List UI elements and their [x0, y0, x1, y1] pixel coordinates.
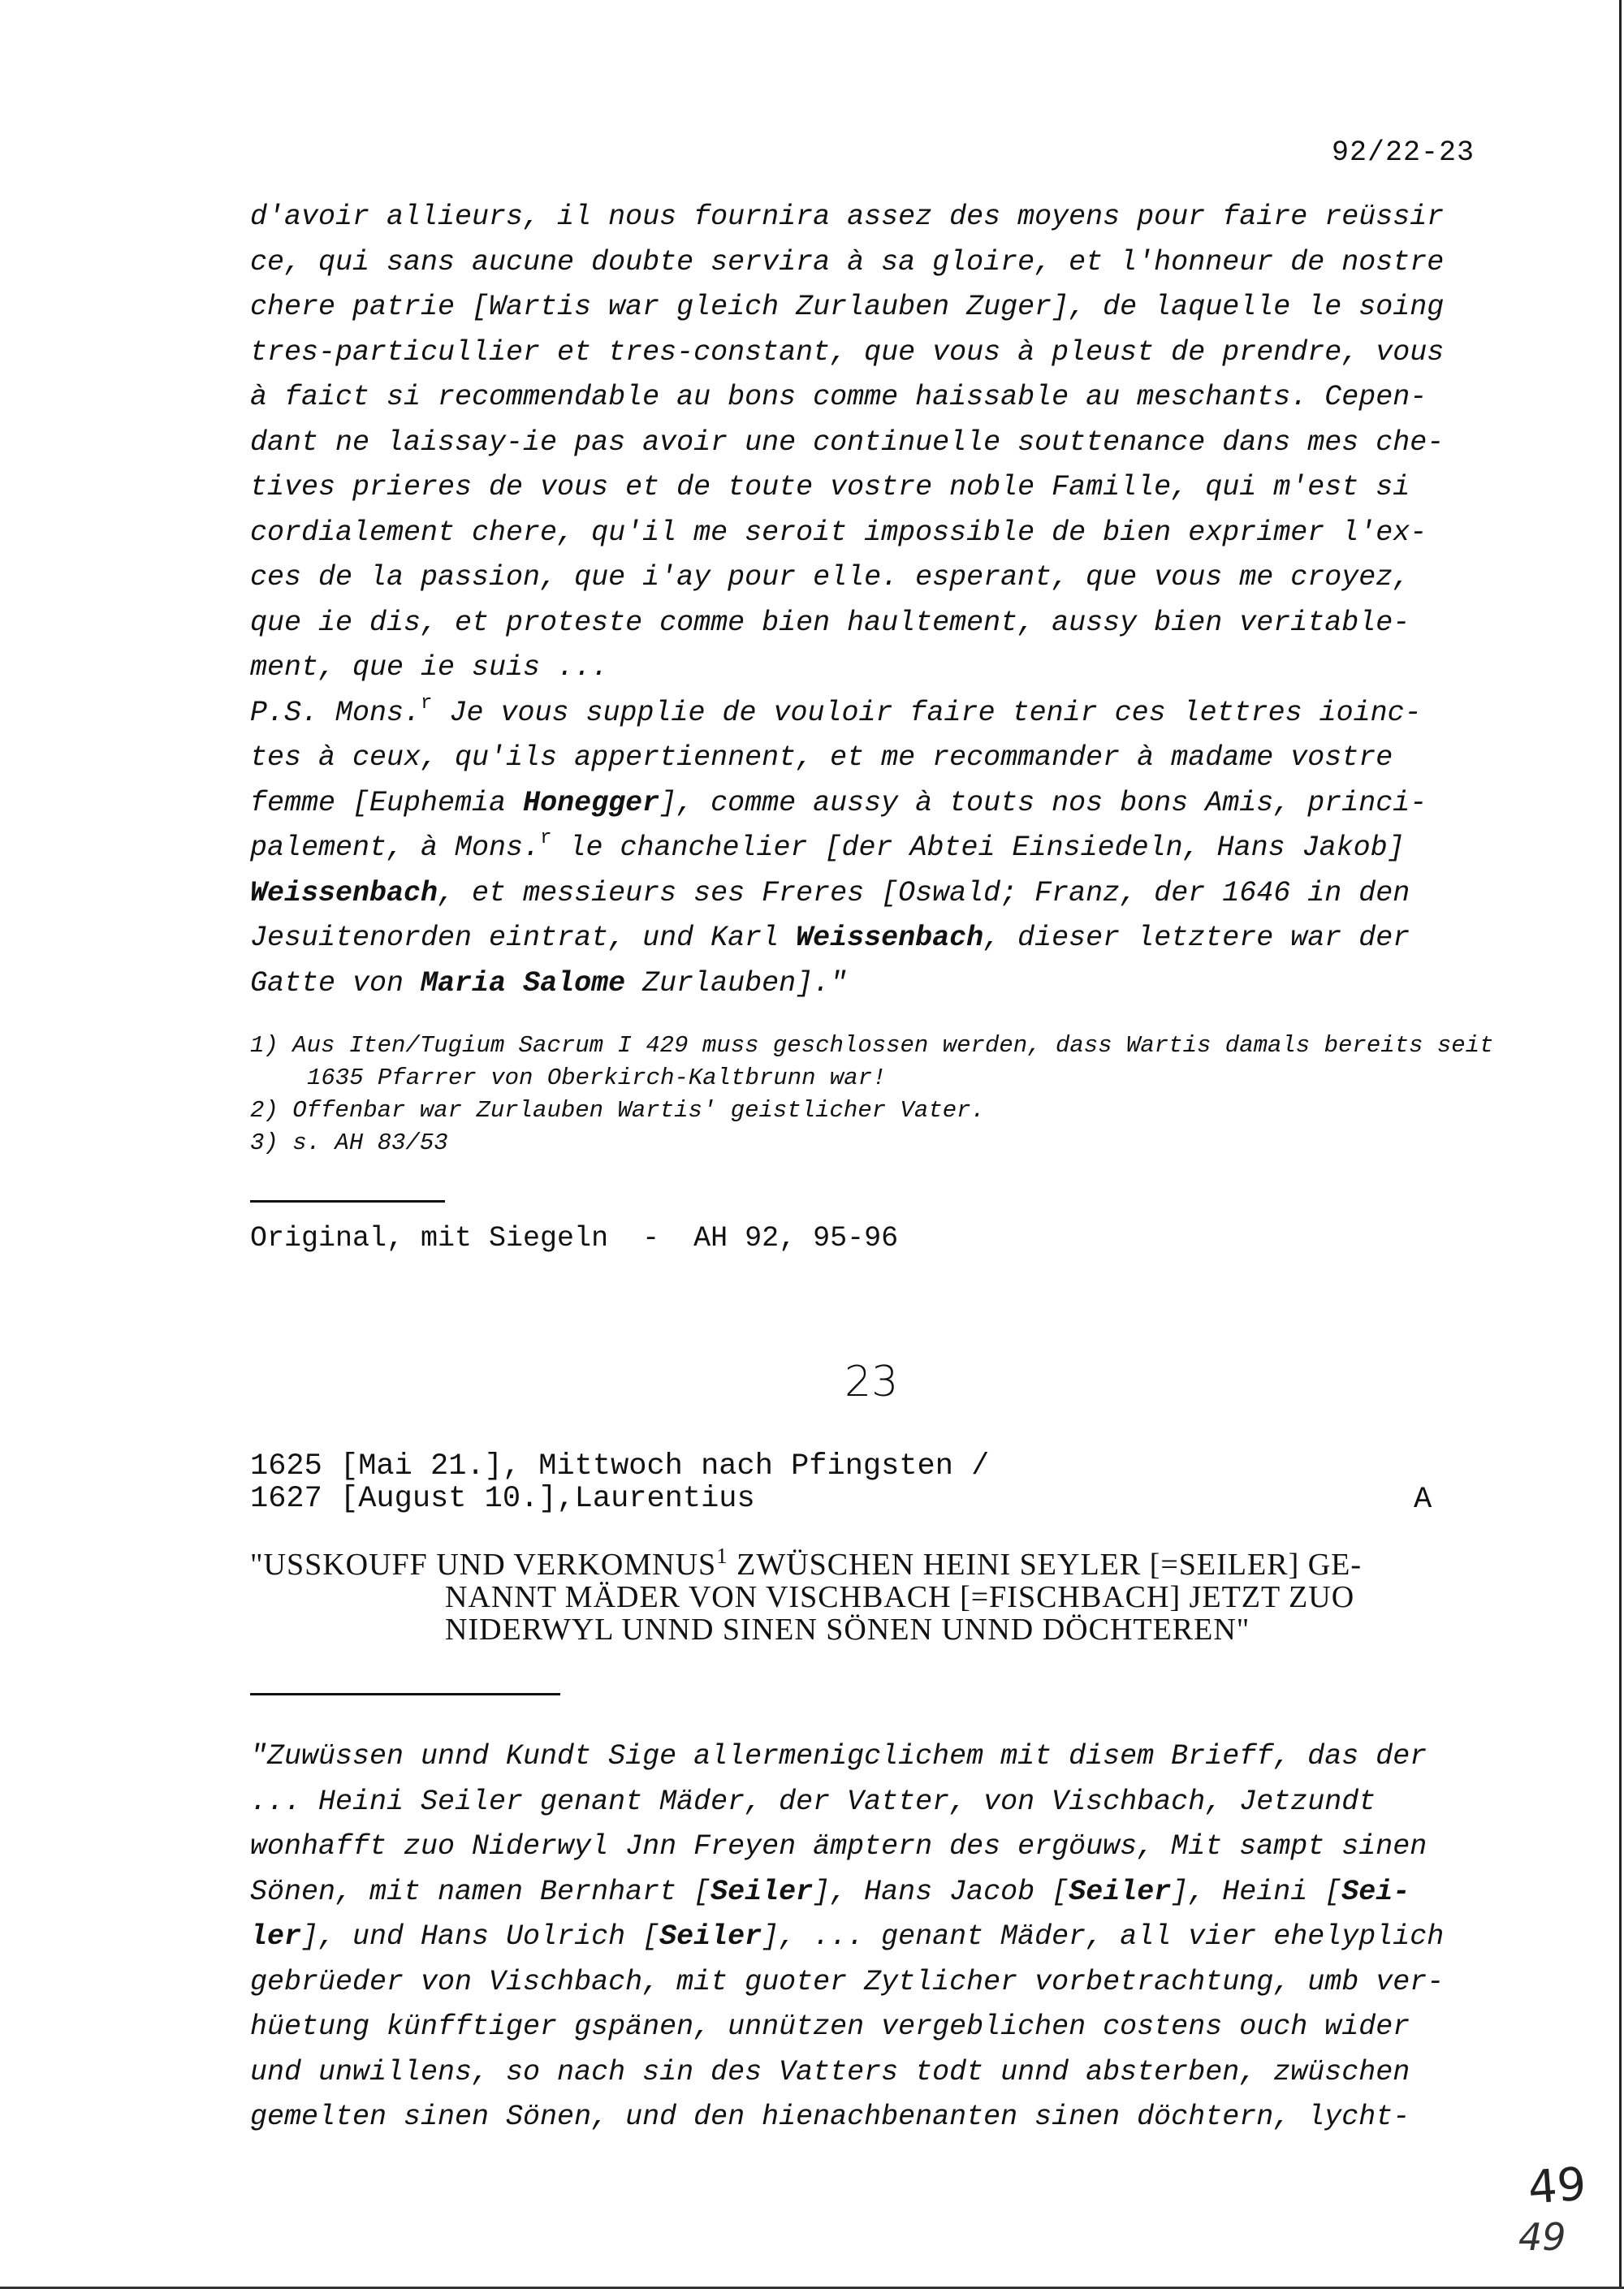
title-line: NIDERWYL UNND SINEN SÖNEN UNND DÖCHTEREN": [445, 1613, 1250, 1647]
postscript-line: Jesuitenorden eintrat, und Karl Weissenbach, dieser letztere war der: [250, 922, 1410, 954]
page-reference: 92/22-23: [1332, 136, 1475, 169]
document-body: [250, 1734, 1501, 2140]
text-line: tives prieres de vous et de toute vostre noble Famille, qui m'est si: [250, 471, 1410, 503]
document-number: 23: [844, 1358, 899, 1406]
date-line: 1625 [Mai 21.], Mittwoch nach Pfingsten /: [250, 1449, 990, 1484]
date-line: 1627 [August 10.],Laurentius: [250, 1482, 755, 1516]
document-code: A: [1414, 1483, 1432, 1517]
footnote: 1) Aus Iten/Tugium Sacrum I 429 muss geschlossen werden, dass Wartis damals bereits seit 1635 Pfarrer von Oberkirch-Kaltbrunn war!: [250, 1032, 1494, 1091]
postscript-line: tes à ceux, qu'ils appertiennent, et me recommander à madame vostre: [250, 741, 1393, 774]
footnotes: [250, 1030, 1501, 1160]
text-line: wonhafft zuo Niderwyl Jnn Freyen ämptern des ergöuws, Mit sampt sinen: [250, 1830, 1427, 1863]
text-line: que ie dis, et proteste comme bien haultement, aussy bien veritable-: [250, 606, 1410, 639]
handwritten-page-number: 49: [1526, 2157, 1588, 2215]
postscript-line: Gatte von Maria Salome Zurlauben].": [250, 966, 848, 1000]
text-line: Sönen, mit namen Bernhart [Seiler], Hans Jacob [Seiler], Heini [Sei-: [250, 1875, 1410, 1908]
letter-continuation: [250, 195, 1501, 1006]
postscript-line: Weissenbach, et messieurs ses Freres [Oswald; Franz, der 1646 in den: [250, 876, 1410, 909]
text-line: hüetung künfftiger gspänen, unnützen vergeblichen costens ouch wider: [250, 2010, 1410, 2043]
text-line: ce, qui sans aucune doubte servira à sa gloire, et l'honneur de nostre: [250, 245, 1445, 279]
text-line: ment, que ie suis ...: [250, 651, 609, 684]
text-line: d'avoir allieurs, il nous fournira assez des moyens pour faire reüssir: [250, 201, 1445, 233]
text-line: "Zuwüssen unnd Kundt Sige allermenigclichem mit disem Brieff, das der: [250, 1740, 1427, 1773]
text-line: ces de la passion, que i'ay pour elle. esperant, que vous me croyez,: [250, 561, 1410, 594]
text-line: tres-particullier et tres-constant, que vous à pleust de prendre, vous: [250, 335, 1445, 369]
document-dates: [250, 1450, 989, 1515]
text-line: chere patrie [Wartis war gleich Zurlauben Zuger], de laquelle le soing: [250, 291, 1445, 323]
text-line: gemelten sinen Sönen, und den hienachbenanten sinen döchtern, lycht-: [250, 2101, 1410, 2133]
footnote: 3) s. AH 83/53: [250, 1129, 448, 1156]
text-line: ... Heini Seiler genant Mäder, der Vatter, von Vischbach, Jetzundt: [250, 1785, 1376, 1818]
document-title: [250, 1544, 1363, 1647]
stamped-page-number: 49: [1518, 2215, 1566, 2259]
separator-rule: [250, 1200, 445, 1203]
text-line: dant ne laissay-ie pas avoir une continuelle souttenance dans mes che-: [250, 425, 1445, 459]
title-line: "USSKOUFF UND VERKOMNUS$^1$ ZWÜSCHEN HEINI SEYLER [=SEILER] GE-: [250, 1544, 1363, 1582]
text-line: cordialement chere, qu'il me seroit impossible de bien exprimer l'ex-: [250, 516, 1427, 549]
postscript-line: femme [Euphemia Honegger], comme aussy à touts nos bons Amis, princi-: [250, 786, 1427, 819]
footnote: 2) Offenbar war Zurlauben Wartis' geistlicher Vater.: [250, 1097, 985, 1124]
separator-rule: [250, 1693, 560, 1695]
text-line: gebrüeder von Vischbach, mit guoter Zytlicher vorbetrachtung, umb ver-: [250, 1965, 1445, 1998]
postscript-line: P.S. Mons.$^r$ Je vous supplie de vouloir faire tenir ces lettres ioinc-: [250, 692, 1422, 729]
scan-edge: [1619, 0, 1622, 2289]
title-line: NANNT MÄDER VON VISCHBACH [=FISCHBACH] JETZT ZUO: [445, 1580, 1355, 1614]
text-line: und unwillens, so nach sin des Vatters todt unnd absterben, zwüschen: [250, 2055, 1410, 2088]
postscript-line: palement, à Mons.$^r$ le chanchelier [der Abtei Einsiedeln, Hans Jakob]: [250, 827, 1405, 864]
source-note: Original, mit Siegeln - AH 92, 95-96: [250, 1222, 899, 1255]
text-line: ler], und Hans Uolrich [Seiler], ... genant Mäder, all vier ehelyplich: [250, 1920, 1445, 1953]
text-line: à faict si recommendable au bons comme haissable au meschants. Cepen-: [250, 381, 1427, 413]
